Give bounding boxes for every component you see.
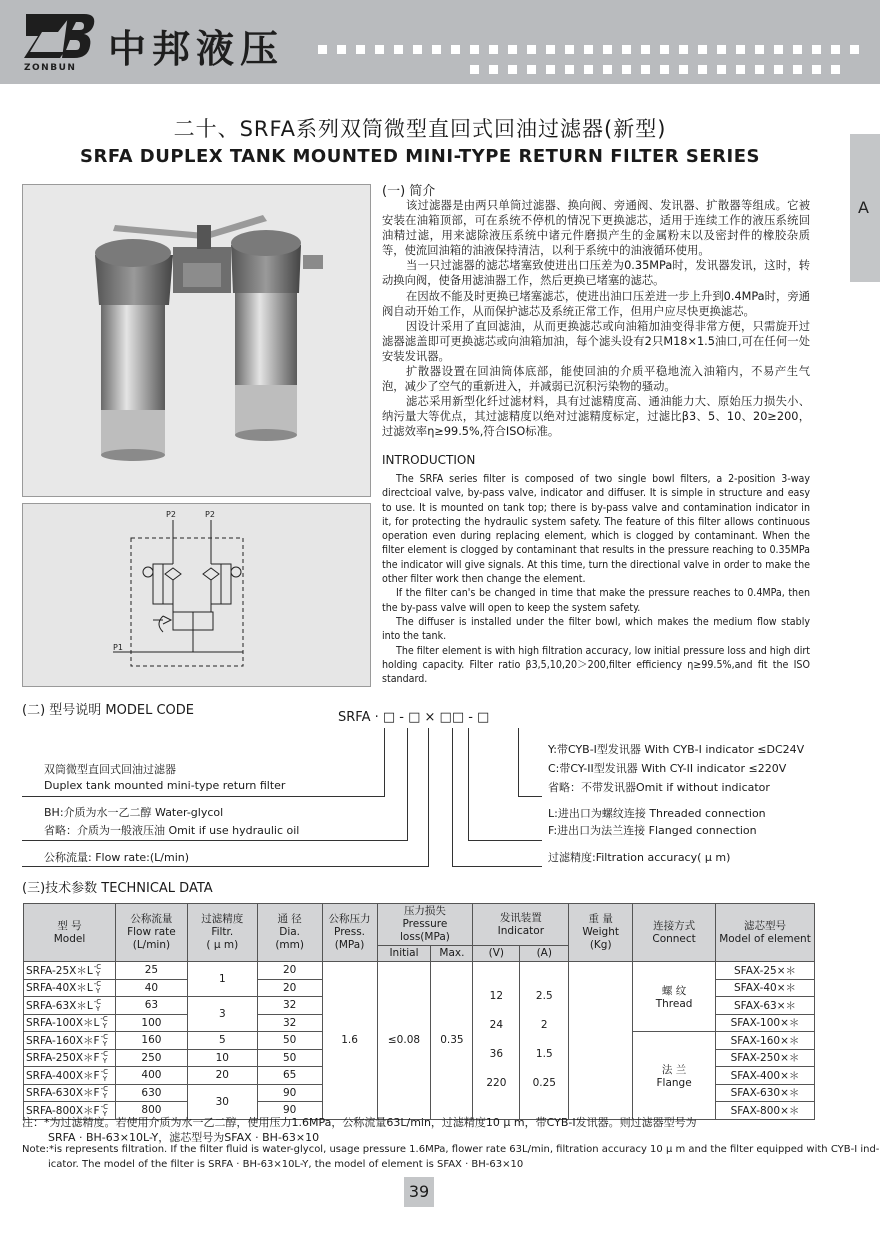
header-square [603, 65, 612, 74]
th-connect: 连接方式 Connect [633, 904, 716, 962]
header-square [375, 45, 384, 54]
mc-left-2-en: 省略：介质为一般液压油 Omit if use hydraulic oil [44, 824, 300, 837]
header-square [793, 45, 802, 54]
mc-leader-2 [22, 840, 407, 841]
zonbun-logo [22, 10, 98, 72]
intro-cn-p1: 该过滤器是由两只单筒过滤器、换向阀、旁通阀、发讯器、扩散器等组成。它被安装在油箱顶部，可在系统不停机的情况下更换滤芯，适用于连续工作的液压系统回油精过滤，用来滤除液压系统中诸元件磨损产生的金属粉末以及密封件的橡胶杂质等，使流回油箱的油液保持清洁，以利于系统中的油液循环使用。 [382, 199, 810, 258]
header-square [698, 65, 707, 74]
cell-volts: 12 24 36 220 [473, 962, 520, 1120]
header-square [603, 45, 612, 54]
header-square [717, 45, 726, 54]
header-square [489, 45, 498, 54]
cell-initial: ≤0.08 [377, 962, 431, 1120]
mc-leader-1 [22, 796, 384, 797]
header-square [489, 65, 498, 74]
cell-connect-flange: 法 兰 Flange [633, 1032, 716, 1120]
cell-element: SFAX-160×＊ [716, 1032, 815, 1050]
cell-dia: 20 [257, 962, 322, 980]
mc-vline-2 [407, 728, 408, 841]
th-press: 公称压力 Press. (MPa) [322, 904, 377, 962]
intro-cn-body [382, 198, 810, 440]
mc-left-2-cn: BH:介质为水一乙二醇 Water-glycol [44, 806, 224, 819]
cell-flow: 63 [115, 997, 187, 1015]
header-square [774, 65, 783, 74]
cell-connect-thread: 螺 纹 Thread [633, 962, 716, 1032]
header-square [394, 45, 403, 54]
mc-leader-4 [518, 796, 542, 797]
header-square [508, 45, 517, 54]
header-square [337, 45, 346, 54]
mc-vline-5 [468, 728, 469, 840]
header-square [831, 65, 840, 74]
tech-heading: (三)技术参数 TECHNICAL DATA [22, 881, 213, 896]
note-en-1: Note:*is represents filtration. If the filter fluid is water-glycol, usage pressure 1.6MPa, flower rate 63L/min, filtration accuracy 10 μ m and the filter equipped with CYB-I ind- [22, 1144, 880, 1155]
header-square [584, 65, 593, 74]
section-tab [850, 134, 880, 282]
title-en: SRFA DUPLEX TANK MOUNTED MINI-TYPE RETURN FILTER SERIES [80, 146, 760, 167]
cell-dia: 50 [257, 1049, 322, 1067]
th-amps: (A) [520, 946, 569, 962]
header-square [451, 45, 460, 54]
intro-en-p3: The diffuser is installed under the filter bowl, which makes the medium flow stably into the tank. [382, 615, 810, 643]
intro-en-p4: The filter element is with high filtration accuracy, low initial pressure loss and high dirt holding capacity. Filter ratio β3,5,10,20＞200,filter efficiency η≥99.5%,and fit the ISO standard. [382, 644, 810, 686]
header-square [527, 45, 536, 54]
header-square [831, 45, 840, 54]
page-header [0, 0, 880, 84]
th-indicator: 发讯装置 Indicator [473, 904, 569, 946]
mc-right-accuracy: 过滤精度:Filtration accuracy( μ m) [548, 851, 731, 864]
cell-flow: 250 [115, 1049, 187, 1067]
header-square [318, 45, 327, 54]
header-square [527, 65, 536, 74]
header-square [660, 65, 669, 74]
technical-data-table [23, 903, 815, 1120]
header-square [755, 45, 764, 54]
header-square [622, 65, 631, 74]
cell-filtr: 5 [187, 1032, 257, 1050]
cell-press: 1.6 [322, 962, 377, 1120]
cell-dia: 50 [257, 1032, 322, 1050]
cell-filtr: 1 [187, 962, 257, 997]
mc-vline-3 [428, 728, 429, 867]
schematic-diagram [23, 504, 370, 686]
header-square [470, 65, 479, 74]
note-en-2: icator. The model of the filter is SRFA · BH-63×10L-Y, the model of element is SFAX · BH-63×10 [48, 1159, 524, 1170]
intro-heading-en: INTRODUCTION [382, 453, 476, 467]
header-square [565, 45, 574, 54]
page-number: 39 [404, 1177, 434, 1207]
header-square [641, 65, 650, 74]
intro-cn-p2: 当一只过滤器的滤芯堵塞致使进出口压差为0.35MPa时，发讯器发讯，这时，转动换向阀，使备用滤油器工作，然后更换已堵塞的滤芯。 [382, 259, 810, 288]
mc-vline-6 [518, 728, 519, 797]
cell-element: SFAX-630×＊ [716, 1084, 815, 1102]
header-square [717, 65, 726, 74]
intro-cn-p4: 因设计采用了直回滤油，从而更换滤芯或向油箱加油变得非常方便，只需旋开过滤器滤盖即可更换滤芯或向油箱加油，每个滤头设有2只M18×1.5油口,可在任何一处安装发讯器。 [382, 319, 810, 363]
intro-en-body [382, 472, 810, 686]
cell-model: SRFA-400X＊F-C Y [24, 1067, 116, 1085]
section-tab-letter: A [858, 198, 869, 217]
mc-left-1-cn: 双筒微型直回式回油过滤器 [44, 763, 176, 776]
header-square [565, 65, 574, 74]
header-square [660, 45, 669, 54]
cell-element: SFAX-250×＊ [716, 1049, 815, 1067]
intro-cn-p5: 扩散器设置在回油筒体底部，能使回油的介质平稳地流入油箱内，不易产生气泡，减少了空气的重新进入，并减弱已沉积污染物的骚动。 [382, 365, 810, 394]
port-p2-right: P2 [205, 510, 215, 519]
th-max: Max. [431, 946, 473, 962]
cell-element: SFAX-40×＊ [716, 979, 815, 997]
th-loss: 压力损失 Pressure loss(MPa) [377, 904, 473, 946]
cell-flow: 40 [115, 979, 187, 997]
header-square [546, 45, 555, 54]
intro-en-p1: The SRFA series filter is composed of two single bowl filters, a 2-position 3-way directcioal valve, by-pass valve, indicator and diffuser. It is simple in structure and easy to use. It is mounted on tank top; there is by-pass valve and contamination indicator in it, for protecting the hydraulic system safety. The feature of this filter allows continuous operation even during replacing element, which is clogged by contaminant. When the filter element is clogged by contaminant that results in the pressure reaching to 0.35MPa the indicator will give signals. At this time, turn the directional valve in order to make the other filter work then change the element. [382, 473, 810, 586]
th-flow: 公称流量 Flow rate (L/min) [115, 904, 187, 962]
header-square [736, 65, 745, 74]
cell-amps: 2.5 2 1.5 0.25 [520, 962, 569, 1120]
cell-element: SFAX-100×＊ [716, 1014, 815, 1032]
header-square [679, 45, 688, 54]
cell-dia: 90 [257, 1102, 322, 1120]
cell-dia: 32 [257, 1014, 322, 1032]
header-square [774, 45, 783, 54]
mc-leader-5 [468, 840, 542, 841]
header-square [356, 45, 365, 54]
intro-heading-cn: (一) 简介 [382, 184, 436, 199]
cell-element: SFAX-800×＊ [716, 1102, 815, 1120]
header-square [850, 45, 859, 54]
header-square [812, 45, 821, 54]
mc-right-y: Y:带CYB-I型发讯器 With CYB-I indicator ≤DC24V [548, 743, 805, 756]
header-square [413, 45, 422, 54]
model-code-pattern: SRFA · □ - □ × □□ - □ [338, 710, 490, 725]
table-row [24, 962, 815, 980]
header-square [793, 65, 802, 74]
table-body [24, 962, 815, 1120]
mc-vline-4 [452, 728, 453, 867]
mc-left-1-en: Duplex tank mounted mini-type return filter [44, 779, 286, 792]
cell-model: SRFA-160X＊F-C Y [24, 1032, 116, 1050]
header-square [641, 45, 650, 54]
mc-right-c: C:带CY-II型发讯器 With CY-II indicator ≤220V [548, 762, 787, 775]
mc-right-omit: 省略：不带发讯器Omit if without indicator [548, 781, 770, 794]
header-square [698, 45, 707, 54]
brand-name: 中邦液压 [108, 27, 285, 71]
cell-model: SRFA-40X＊L-C Y [24, 979, 116, 997]
cell-model: SRFA-250X＊F-C Y [24, 1049, 116, 1067]
header-square [755, 65, 764, 74]
th-filtr: 过滤精度 Filtr. ( μ m) [187, 904, 257, 962]
th-dia: 通 径 Dia. (mm) [257, 904, 322, 962]
product-photo [22, 184, 371, 497]
cell-filtr: 10 [187, 1049, 257, 1067]
cell-flow: 630 [115, 1084, 187, 1102]
filter-illustration [23, 185, 370, 496]
mc-right-f: F:进出口为法兰连接 Flanged connection [548, 824, 757, 837]
port-p1: P1 [113, 643, 123, 652]
cell-flow: 25 [115, 962, 187, 980]
intro-cn-p3: 在因故不能及时更换已堵塞滤芯，使进出油口压差进一步上升到0.4MPa时，旁通阀自动开始工作，从而保护滤芯及系统正常工作，但用户应尽快更换滤芯。 [382, 289, 810, 318]
th-model: 型 号 Model [24, 904, 116, 962]
intro-cn-p6: 滤芯采用新型化纤过滤材料，具有过滤精度高、通油能力大、原始压力损失小、纳污量大等优点，其过滤精度以绝对过滤精度标定，过滤比β3、5、10、20≥200，过滤效率η≥99.5%,符合ISO标准。 [382, 395, 810, 439]
port-p2-left: P2 [166, 510, 176, 519]
cell-filtr: 30 [187, 1084, 257, 1119]
mc-vline-1 [384, 728, 385, 797]
cell-filtr: 20 [187, 1067, 257, 1085]
cell-dia: 65 [257, 1067, 322, 1085]
cell-model: SRFA-630X＊F-C Y [24, 1084, 116, 1102]
cell-model: SRFA-100X＊L-C Y [24, 1014, 116, 1032]
header-square [470, 45, 479, 54]
th-volts: (V) [473, 946, 520, 962]
mc-leader-6 [452, 866, 542, 867]
cell-weight [569, 962, 633, 1120]
cell-element: SFAX-63×＊ [716, 997, 815, 1015]
cell-model: SRFA-800X＊F-C Y [24, 1102, 116, 1120]
cell-flow: 400 [115, 1067, 187, 1085]
model-code-heading: (二) 型号说明 MODEL CODE [22, 703, 194, 718]
header-square [508, 65, 517, 74]
header-square [584, 45, 593, 54]
mc-right-l: L:进出口为螺纹连接 Threaded connection [548, 807, 766, 820]
note-cn-1: 注：*为过滤精度。若使用介质为水一乙二醇，使用压力1.6MPa，公称流量63L/min，过滤精度10 μ m，带CYB-I发讯器。则过滤器型号为 [22, 1116, 697, 1129]
header-square [812, 65, 821, 74]
cell-flow: 160 [115, 1032, 187, 1050]
cell-flow: 800 [115, 1102, 187, 1120]
mc-left-3: 公称流量: Flow rate:(L/min) [44, 851, 190, 864]
th-initial: Initial [377, 946, 431, 962]
cell-filtr: 3 [187, 997, 257, 1032]
note-cn-2: SRFA · BH-63×10L-Y，滤芯型号为SFAX · BH-63×10 [48, 1131, 320, 1144]
th-element: 滤芯型号 Model of element [716, 904, 815, 962]
header-square [432, 45, 441, 54]
title-cn: 二十、SRFA系列双筒微型直回式回油过滤器(新型) [173, 117, 667, 141]
cell-flow: 100 [115, 1014, 187, 1032]
header-square [736, 45, 745, 54]
header-square [679, 65, 688, 74]
hydraulic-schematic [22, 503, 371, 687]
intro-en-p2: If the filter can's be changed in time that make the pressure reaches to 0.4MPa, then the by-pass valve will open to keep the system safety. [382, 587, 810, 614]
cell-dia: 20 [257, 979, 322, 997]
svg-text:ZONBUN: ZONBUN [24, 63, 77, 72]
cell-dia: 90 [257, 1084, 322, 1102]
cell-model: SRFA-25X＊L-C Y [24, 962, 116, 980]
th-weight: 重 量 Weight (Kg) [569, 904, 633, 962]
cell-element: SFAX-400×＊ [716, 1067, 815, 1085]
cell-max: 0.35 [431, 962, 473, 1120]
mc-leader-3 [22, 866, 428, 867]
header-square [622, 45, 631, 54]
cell-dia: 32 [257, 997, 322, 1015]
header-square [546, 65, 555, 74]
cell-element: SFAX-25×＊ [716, 962, 815, 980]
cell-model: SRFA-63X＊L-C Y [24, 997, 116, 1015]
